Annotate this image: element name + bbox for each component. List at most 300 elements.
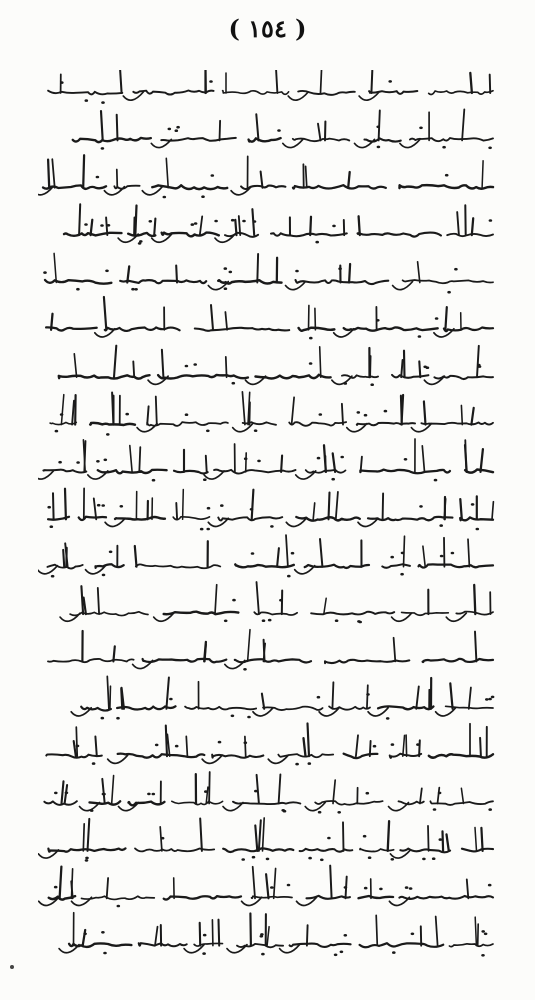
diacritic-dot <box>364 414 368 417</box>
handwriting-stroke <box>98 588 99 614</box>
handwriting-stroke <box>235 659 311 662</box>
diacritic-dot <box>231 715 235 718</box>
handwriting-stroke <box>481 828 482 851</box>
diacritic-dot <box>432 857 436 860</box>
handwriting-stroke <box>176 266 177 283</box>
diacritic-dot <box>101 147 105 150</box>
diacritic-dot <box>161 837 165 840</box>
diacritic-dot <box>283 810 287 813</box>
handwriting-stroke <box>152 185 227 189</box>
handwriting-stroke <box>307 925 308 945</box>
handwriting-stroke <box>401 396 402 425</box>
handwriting-stroke <box>447 234 493 236</box>
diacritic-dot <box>109 551 113 554</box>
diacritic-dot <box>257 460 261 463</box>
diacritic-dot <box>344 886 348 889</box>
handwriting-stroke <box>390 754 422 758</box>
diacritic-dot <box>104 459 108 462</box>
diacritic-dot <box>404 458 408 461</box>
handwriting-stroke <box>257 254 258 283</box>
diacritic-dot <box>488 698 492 701</box>
diacritic-dot <box>291 552 295 555</box>
diacritic-dot <box>327 837 331 840</box>
handwriting-stroke <box>465 470 493 473</box>
manuscript-line <box>47 488 493 530</box>
handwriting-stroke <box>209 772 210 804</box>
diacritic-dot <box>488 884 492 887</box>
handwriting-stroke <box>349 264 350 283</box>
handwriting-stroke <box>166 158 168 187</box>
handwriting-stroke <box>115 517 165 520</box>
handwriting-stroke <box>469 688 471 709</box>
diacritic-dot <box>60 81 64 84</box>
handwriting-stroke <box>306 166 307 187</box>
diacritic-dot <box>175 745 179 748</box>
diacritic-dot <box>340 456 344 459</box>
diacritic-dot <box>277 129 281 132</box>
diacritic-dot <box>96 176 100 179</box>
handwriting-stroke <box>400 185 494 189</box>
handwriting-stroke <box>472 218 473 235</box>
diacritic-dot <box>242 220 246 223</box>
handwriting-stroke <box>200 923 201 946</box>
diacritic-dot <box>295 763 299 766</box>
handwriting-stroke <box>304 738 306 756</box>
handwriting-stroke <box>174 471 208 474</box>
diacritic-dot <box>481 954 485 957</box>
handwriting-stroke <box>450 683 452 708</box>
handwriting-stroke <box>74 354 76 377</box>
handwriting-stroke <box>401 360 402 377</box>
diacritic-dot <box>262 619 266 622</box>
handwriting-stroke <box>447 834 449 851</box>
diacritic-dot <box>85 99 89 102</box>
diacritic-dot <box>422 858 426 861</box>
diacritic-dot <box>206 430 210 433</box>
handwriting-stroke <box>166 678 169 709</box>
handwriting-stroke <box>468 539 469 567</box>
handwriting-stroke <box>461 405 462 424</box>
handwriting-stroke <box>288 92 308 100</box>
diacritic-dot <box>202 952 206 955</box>
handwriting-stroke <box>403 280 493 283</box>
handwriting-stroke <box>212 920 213 946</box>
handwriting-stroke <box>106 218 107 236</box>
handwriting-stroke <box>79 204 80 235</box>
diacritic-dot <box>194 222 198 225</box>
diacritic-dot <box>218 741 222 744</box>
diacritic-dot <box>138 242 142 245</box>
handwriting-stroke <box>248 630 250 662</box>
diacritic-dot <box>244 741 248 744</box>
diacritic-dot <box>100 224 104 227</box>
handwriting-stroke <box>73 138 151 142</box>
diacritic-dot <box>163 196 167 199</box>
handwriting-stroke <box>383 494 384 520</box>
diacritic-dot <box>252 856 256 859</box>
handwriting-stroke <box>325 660 409 663</box>
diacritic-dot <box>65 792 69 795</box>
handwriting-stroke <box>215 585 217 614</box>
handwriting-stroke <box>344 327 438 330</box>
handwriting-stroke <box>367 685 368 709</box>
diacritic-dot <box>344 382 348 385</box>
diacritic-dot <box>105 270 109 273</box>
handwriting-stroke <box>252 896 292 898</box>
handwriting-stroke <box>276 70 278 93</box>
handwriting-stroke <box>274 869 276 899</box>
diacritic-dot <box>176 126 180 129</box>
handwriting-stroke <box>133 91 213 95</box>
handwriting-stroke <box>38 471 53 479</box>
handwriting-stroke <box>292 397 295 424</box>
manuscript-line <box>38 439 493 482</box>
diacritic-dot <box>254 790 258 793</box>
handwriting-stroke <box>423 546 425 567</box>
handwriting-stroke <box>256 114 258 140</box>
handwriting-stroke <box>399 896 493 899</box>
diacritic-dot <box>247 716 251 719</box>
diacritic-dot <box>270 886 274 889</box>
diacritic-dot <box>340 951 344 954</box>
handwriting-stroke <box>315 308 316 330</box>
handwriting-stroke <box>329 706 370 709</box>
manuscript-line <box>64 204 493 244</box>
handwriting-stroke <box>96 564 124 568</box>
diacritic-dot <box>85 859 89 862</box>
handwriting-stroke <box>279 774 281 803</box>
handwriting-stroke <box>296 280 389 284</box>
handwriting-stroke <box>370 741 371 756</box>
diacritic-dot <box>169 698 173 701</box>
handwriting-stroke <box>411 424 431 432</box>
handwriting-stroke <box>147 406 148 424</box>
diacritic-dot <box>101 101 105 104</box>
manuscript-line <box>46 723 493 765</box>
diacritic-dot <box>47 506 51 509</box>
handwriting-stroke <box>48 160 49 188</box>
diacritic-dot <box>392 951 396 954</box>
diacritic-dot <box>435 317 439 320</box>
diacritic-dot <box>60 413 64 416</box>
diacritic-dot <box>261 953 265 956</box>
handwriting-stroke <box>419 361 420 377</box>
diacritic-dot <box>401 552 405 555</box>
diacritic-dot <box>185 365 189 368</box>
diacritic-dot <box>409 887 413 890</box>
handwriting-stroke <box>61 395 63 425</box>
handwriting-stroke <box>54 253 56 282</box>
handwriting-stroke <box>161 138 236 141</box>
handwriting-lines <box>38 70 498 970</box>
diacritic-dot <box>92 762 96 765</box>
handwriting-stroke <box>64 233 122 236</box>
handwriting-stroke <box>321 70 322 93</box>
diacritic-dot <box>55 430 59 433</box>
handwriting-stroke <box>445 307 446 330</box>
handwriting-stroke <box>283 139 303 147</box>
diacritic-dot <box>337 811 341 814</box>
handwriting-stroke <box>308 723 310 756</box>
handwriting-stroke <box>113 646 114 661</box>
handwriting-stroke <box>358 233 441 237</box>
handwriting-stroke <box>418 262 420 283</box>
diacritic-dot <box>54 886 58 889</box>
handwriting-stroke <box>467 879 469 898</box>
diacritic-dot <box>366 693 370 696</box>
handwritten-text-block <box>38 70 498 970</box>
handwriting-stroke <box>462 109 464 140</box>
diacritic-dot <box>491 696 495 699</box>
manuscript-line <box>43 253 493 293</box>
handwriting-stroke <box>289 422 346 426</box>
handwriting-stroke <box>305 803 325 811</box>
diacritic-dot <box>51 575 55 578</box>
diacritic-dot <box>268 619 272 622</box>
handwriting-stroke <box>333 453 335 472</box>
handwriting-stroke <box>286 282 306 290</box>
diacritic-dot <box>85 857 89 860</box>
diacritic-dot <box>478 365 482 368</box>
handwriting-stroke <box>359 896 394 898</box>
handwriting-stroke <box>482 161 483 188</box>
handwriting-stroke <box>88 819 90 851</box>
handwriting-stroke <box>250 913 251 945</box>
handwriting-stroke <box>206 787 208 803</box>
handwriting-stroke <box>120 70 122 93</box>
handwriting-stroke <box>51 314 52 330</box>
manuscript-line <box>48 70 493 104</box>
handwriting-stroke <box>446 613 466 621</box>
handwriting-stroke <box>263 818 265 851</box>
diacritic-dot <box>270 525 274 528</box>
diacritic-dot <box>308 762 312 765</box>
handwriting-stroke <box>429 754 493 757</box>
handwriting-stroke <box>118 754 205 758</box>
handwriting-stroke <box>281 456 282 472</box>
diacritic-dot <box>106 433 110 436</box>
diacritic-dot <box>471 503 475 506</box>
handwriting-stroke <box>422 446 424 472</box>
handwriting-stroke <box>382 564 410 568</box>
handwriting-stroke <box>403 735 405 756</box>
diacritic-dot <box>147 793 151 796</box>
diacritic-dot <box>331 478 335 481</box>
handwriting-stroke <box>139 447 140 472</box>
handwriting-stroke <box>83 930 86 946</box>
handwriting-stroke <box>492 502 493 520</box>
handwriting-stroke <box>53 493 54 519</box>
diacritic-dot <box>203 934 207 937</box>
handwriting-stroke <box>475 828 477 851</box>
diacritic-dot <box>287 575 291 578</box>
handwriting-stroke <box>313 503 315 519</box>
manuscript-line <box>60 582 493 623</box>
handwriting-stroke <box>376 915 377 945</box>
manuscript-line <box>44 772 493 814</box>
diacritic-dot <box>315 241 319 244</box>
handwriting-stroke <box>410 138 493 141</box>
handwriting-stroke <box>105 327 180 331</box>
handwriting-stroke <box>123 92 143 100</box>
handwriting-stroke <box>462 849 493 852</box>
handwriting-stroke <box>102 779 104 804</box>
handwriting-stroke <box>108 755 128 763</box>
diacritic-dot <box>43 271 47 274</box>
handwriting-stroke <box>46 754 102 757</box>
handwriting-stroke <box>271 233 347 236</box>
manuscript-line <box>46 297 493 340</box>
handwriting-stroke <box>262 694 264 709</box>
diacritic-dot <box>209 80 213 83</box>
diacritic-dot <box>76 745 80 748</box>
diacritic-dot <box>201 195 205 198</box>
handwriting-stroke <box>65 785 68 804</box>
handwriting-stroke <box>185 707 256 710</box>
handwriting-stroke <box>320 539 322 567</box>
diacritic-dot <box>439 524 443 527</box>
handwriting-stroke <box>223 91 289 95</box>
handwriting-stroke <box>481 449 483 472</box>
manuscript-line <box>59 913 493 957</box>
diacritic-dot <box>411 933 415 936</box>
handwriting-stroke <box>257 582 259 614</box>
handwriting-stroke <box>318 124 321 141</box>
diacritic-dot <box>206 528 210 531</box>
handwriting-stroke <box>329 493 330 520</box>
diacritic-dot <box>440 555 444 558</box>
handwriting-stroke <box>200 216 202 235</box>
diacritic-dot <box>101 717 105 720</box>
handwriting-stroke <box>158 375 248 379</box>
handwriting-stroke <box>436 917 438 946</box>
diacritic-dot <box>155 744 159 747</box>
diacritic-dot <box>379 888 383 891</box>
diacritic-dot <box>96 460 100 463</box>
diacritic-dot <box>400 573 404 576</box>
handwriting-stroke <box>449 944 493 947</box>
handwriting-stroke <box>424 401 426 424</box>
handwriting-stroke <box>256 375 331 379</box>
diacritic-dot <box>220 504 224 507</box>
handwriting-stroke <box>130 446 132 472</box>
handwriting-stroke <box>266 874 268 898</box>
handwriting-stroke <box>43 470 86 473</box>
handwriting-stroke <box>143 659 227 662</box>
handwriting-stroke <box>65 489 66 520</box>
handwriting-stroke <box>83 155 84 187</box>
handwriting-stroke <box>63 550 64 567</box>
diacritic-dot <box>76 461 80 464</box>
diacritic-dot <box>366 792 370 795</box>
handwriting-stroke <box>235 220 236 235</box>
diacritic-dot <box>320 859 324 862</box>
diacritic-dot <box>244 457 248 460</box>
handwriting-stroke <box>480 738 481 756</box>
diacritic-dot <box>335 619 339 622</box>
handwriting-stroke <box>419 740 420 756</box>
diacritic-dot <box>50 525 54 528</box>
handwriting-stroke <box>343 822 344 851</box>
handwriting-stroke <box>147 422 228 426</box>
diacritic-dot <box>476 528 480 531</box>
handwriting-stroke <box>79 517 106 520</box>
handwriting-stroke <box>406 735 407 756</box>
handwriting-stroke <box>249 138 281 142</box>
diacritic-dot <box>149 220 153 223</box>
handwriting-stroke <box>259 820 261 851</box>
diacritic-dot <box>391 743 395 746</box>
handwriting-stroke <box>206 456 207 472</box>
diacritic-dot <box>388 80 392 83</box>
handwriting-stroke <box>114 346 116 378</box>
diacritic-dot <box>214 220 218 223</box>
handwriting-stroke <box>330 866 331 899</box>
diacritic-dot <box>376 126 380 129</box>
diacritic-dot <box>357 411 361 414</box>
diacritic-dot <box>207 507 211 510</box>
diacritic-dot <box>193 363 197 366</box>
handwriting-stroke <box>420 788 422 803</box>
diacritic-dot <box>334 954 338 957</box>
handwriting-stroke <box>394 638 396 662</box>
diacritic-dot <box>308 857 312 860</box>
handwriting-stroke <box>95 737 96 757</box>
diacritic-dot <box>309 362 313 365</box>
handwriting-stroke <box>74 741 76 756</box>
diacritic-dot <box>83 933 87 936</box>
diacritic-dot <box>405 886 409 889</box>
handwriting-stroke <box>45 280 111 284</box>
diacritic-dot <box>97 504 101 507</box>
diacritic-dot <box>317 457 321 460</box>
diacritic-dot <box>364 887 368 890</box>
handwriting-stroke <box>360 470 450 474</box>
handwriting-stroke <box>195 328 289 331</box>
diacritic-dot <box>384 410 388 413</box>
handwriting-stroke <box>76 727 77 756</box>
handwriting-stroke <box>214 470 295 474</box>
handwriting-stroke <box>471 408 473 425</box>
handwriting-stroke <box>220 121 221 141</box>
diacritic-dot <box>251 552 255 555</box>
handwriting-stroke <box>60 867 62 899</box>
diacritic-dot <box>488 808 492 811</box>
handwriting-stroke <box>107 878 108 898</box>
handwriting-stroke <box>186 736 187 756</box>
handwriting-stroke <box>139 943 187 946</box>
handwriting-stroke <box>183 490 184 520</box>
handwriting-stroke <box>365 138 401 141</box>
diacritic-dot <box>279 599 283 602</box>
handwriting-stroke <box>460 499 462 519</box>
diacritic-dot <box>423 366 427 369</box>
handwriting-stroke <box>253 867 255 899</box>
diacritic-dot <box>84 223 88 226</box>
handwriting-stroke <box>324 598 326 614</box>
handwriting-stroke <box>112 776 114 804</box>
handwriting-stroke <box>438 788 440 804</box>
diacritic-dot <box>363 835 367 838</box>
handwriting-stroke <box>83 824 84 851</box>
handwriting-stroke <box>164 612 239 615</box>
diacritic-dot <box>185 413 189 416</box>
handwriting-stroke <box>219 920 220 946</box>
handwriting-stroke <box>361 457 362 472</box>
manuscript-line <box>38 818 493 862</box>
manuscript-line <box>38 155 493 198</box>
manuscript-line <box>48 630 493 671</box>
